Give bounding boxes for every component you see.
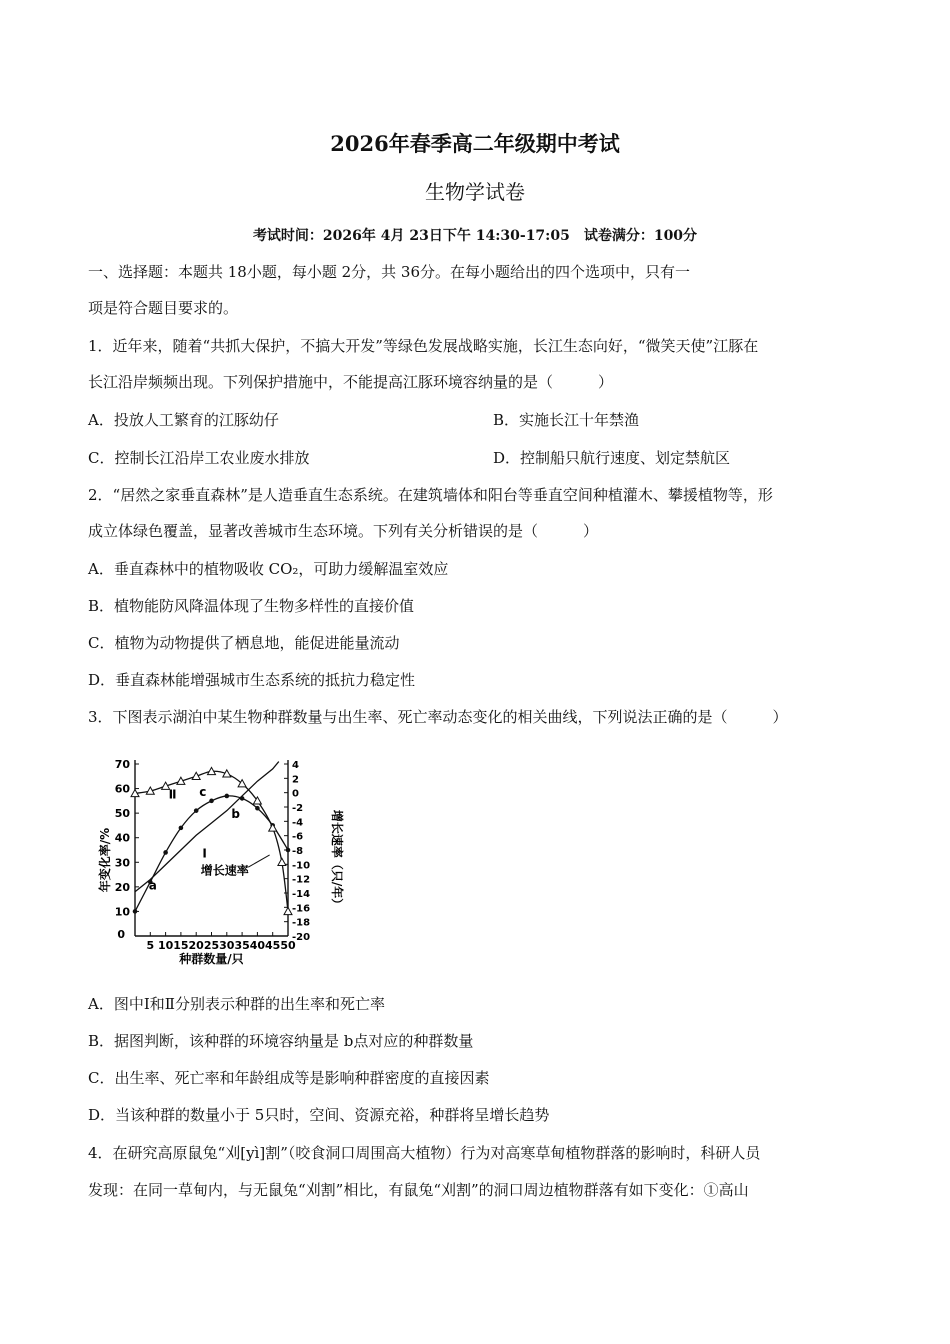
x-tick-label: 50 <box>280 939 296 952</box>
q2-option-a[interactable]: A．垂直森林中的植物吸收 CO₂，可助力缓解温室效应 <box>88 560 449 578</box>
y-right-tick-label: -4 <box>292 817 304 829</box>
annotation-a: a <box>148 878 157 893</box>
y-right-tick-label: 0 <box>292 788 299 800</box>
y-right-axis-title: 增长速率（只/年） <box>330 809 344 911</box>
x-tick-label: 40 <box>249 939 266 952</box>
y-right-tick-label: -8 <box>292 846 304 857</box>
annotation-growth-rate: 增长速率 <box>200 863 249 878</box>
population-chart <box>95 752 345 972</box>
q3-option-a[interactable]: A．图中Ⅰ和Ⅱ分别表示种群的出生率和死亡率 <box>88 995 385 1013</box>
annotation-b: b <box>231 807 240 822</box>
x-tick-label: 25 <box>203 939 220 952</box>
exam-subtitle: 生物学试卷 <box>425 180 525 204</box>
series-point <box>278 858 286 865</box>
series-point <box>133 909 138 914</box>
q1-option-d[interactable]: D．控制船只航行速度、划定禁航区 <box>493 449 731 467</box>
q2-stem-line-1: 2．“居然之家垂直森林”是人造垂直生态系统。在建筑墙体和阳台等垂直空间种植灌木、攀援植物等，形 <box>88 486 773 504</box>
q1-option-c[interactable]: C．控制长江沿岸工农业废水排放 <box>88 449 310 467</box>
y-right-tick-label: -6 <box>292 831 304 843</box>
growth-rate-leader <box>248 855 269 867</box>
q2-stem-line-2: 成立体绿色覆盖，显著改善城市生态环境。下列有关分析错误的是（ ） <box>88 522 599 540</box>
x-axis-title: 种群数量/只 <box>179 952 244 966</box>
y-right-tick-label: 2 <box>292 774 299 786</box>
y-left-tick-label: 30 <box>114 856 130 870</box>
series-point <box>269 824 277 831</box>
q2-option-d[interactable]: D．垂直森林能增强城市生态系统的抵抗力稳定性 <box>88 671 416 689</box>
series-point <box>255 806 260 811</box>
series-point <box>225 794 230 799</box>
y-left-tick-label: 10 <box>114 905 130 919</box>
q3-option-b[interactable]: B．据图判断，该种群的环境容纳量是 b点对应的种群数量 <box>88 1032 474 1050</box>
q3-option-c[interactable]: C．出生率、死亡率和年龄组成等是影响种群密度的直接因素 <box>88 1069 490 1087</box>
q3-stem-line-1: 3．下图表示湖泊中某生物种群数量与出生率、死亡率动态变化的相关曲线，下列说法正确的是（ ） <box>88 708 788 726</box>
q2-option-c[interactable]: C．植物为动物提供了栖息地，能促进能量流动 <box>88 634 400 652</box>
series-point <box>194 808 199 813</box>
series-label-I: Ⅰ <box>202 846 207 861</box>
y-right-tick-label: 4 <box>292 760 299 771</box>
x-tick-label: 15 <box>173 939 189 952</box>
y-right-tick-label: -2 <box>292 803 304 814</box>
exam-title: 2026年春季高二年级期中考试 <box>330 131 620 156</box>
series-point <box>163 850 168 855</box>
q1-option-b[interactable]: B．实施长江十年禁渔 <box>493 411 640 429</box>
y-left-tick-label: 40 <box>114 831 130 845</box>
y-left-tick-label: 60 <box>114 782 130 796</box>
x-tick-label: 30 <box>219 939 235 952</box>
q3-option-d[interactable]: D．当该种群的数量小于 5只时，空间、资源充裕，种群将呈增长趋势 <box>88 1106 550 1124</box>
series-point <box>286 848 291 853</box>
x-tick-label: 10 <box>157 939 174 952</box>
x-zero-label: 0 <box>117 928 125 941</box>
section-instructions-line-2: 项是符合题目要求的。 <box>88 299 239 317</box>
y-left-axis-title: 年变化率/% <box>98 827 112 893</box>
y-right-tick-label: -12 <box>292 874 311 886</box>
series-label-II: Ⅱ <box>168 787 177 802</box>
series-point <box>179 826 184 831</box>
y-right-tick-label: -16 <box>292 903 311 915</box>
series-line-2 <box>135 771 288 911</box>
q4-stem-line-2: 发现：在同一草甸内，与无鼠兔“刈割”相比，有鼠兔“刈割”的洞口周边植物群落有如下变化：①高山 <box>88 1181 749 1199</box>
y-left-tick-label: 50 <box>114 807 130 821</box>
y-left-tick-label: 70 <box>114 758 130 771</box>
q2-option-b[interactable]: B．植物能防风降温体现了生物多样性的直接价值 <box>88 597 415 615</box>
y-right-tick-label: -10 <box>292 860 311 872</box>
x-tick-label: 20 <box>188 939 204 952</box>
x-tick-label: 45 <box>265 939 281 952</box>
q1-stem-line-1: 1．近年来，随着“共抓大保护，不搞大开发”等绿色发展战略实施，长江生态向好，“微笑天使”江豚在 <box>88 337 759 355</box>
exam-info: 考试时间：2026年 4月 23日下午 14:30-17:05 试卷满分：100分 <box>252 228 698 244</box>
q4-stem-line-1: 4．在研究高原鼠兔“刈[yì]割”（咬食洞口周围高大植物）行为对高寒草甸植物群落的影响时，科研人员 <box>88 1144 761 1162</box>
annotation-c: c <box>199 784 207 799</box>
x-tick-label: 5 <box>146 939 155 952</box>
y-right-tick-label: -20 <box>292 932 311 943</box>
y-right-tick-label: -14 <box>292 889 311 900</box>
q1-stem-line-2: 长江沿岸频频出现。下列保护措施中，不能提高江豚环境容纳量的是（ ） <box>88 373 614 391</box>
series-point <box>284 907 292 914</box>
y-right-tick-label: -18 <box>292 917 311 929</box>
q1-option-a[interactable]: A．投放人工繁育的江豚幼仔 <box>88 411 279 429</box>
series-point <box>209 799 214 804</box>
y-left-tick-label: 20 <box>114 880 130 894</box>
x-tick-label: 35 <box>234 939 250 952</box>
section-instructions-line-1: 一、选择题：本题共 18小题，每小题 2分，共 36分。在每小题给出的四个选项中，只有一 <box>88 263 691 281</box>
series-point <box>240 796 245 801</box>
